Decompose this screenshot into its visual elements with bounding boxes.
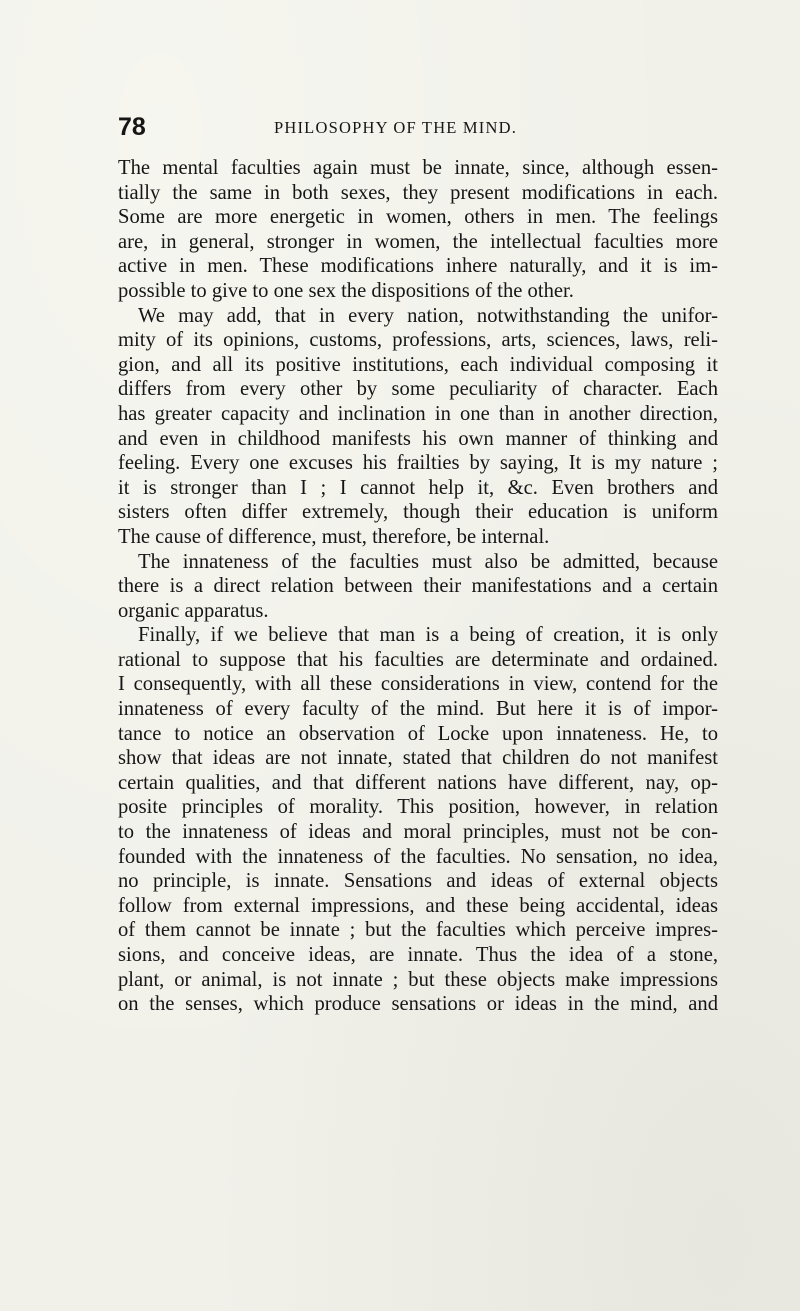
text-line: I consequently, with all these considerations in view, contend for the xyxy=(118,673,718,696)
text-line: organic apparatus. xyxy=(118,599,269,622)
text-line: and even in childhood manifests his own manner of thinking and xyxy=(118,427,718,450)
text-line: on the senses, which produce sensations or ideas in the mind, and xyxy=(118,993,718,1016)
text-line: no principle, is innate. Sensations and ideas of external objects xyxy=(118,870,718,893)
text-line: The innateness of the faculties must also be admitted, because xyxy=(138,550,718,573)
text-line: We may add, that in every nation, notwithstanding the unifor- xyxy=(138,304,718,327)
text-line: differs from every other by some peculiarity of character. Each xyxy=(118,378,718,401)
text-line: The cause of difference, must, therefore, be internal. xyxy=(118,525,550,548)
text-line: tance to notice an observation of Locke upon innateness. He, to xyxy=(118,722,718,745)
text-line: show that ideas are not innate, stated that children do not manifest xyxy=(118,747,718,770)
text-line: The mental faculties again must be innate, since, although essen- xyxy=(118,157,718,179)
text-line: sions, and conceive ideas, are innate. Thus the idea of a stone, xyxy=(118,944,718,966)
text-line: follow from external impressions, and these being accidental, ideas xyxy=(118,894,718,917)
text-line: rational to suppose that his faculties are determinate and ordained. xyxy=(118,648,718,671)
text-line: feeling. Every one excuses his frailties by saying, It is my nature ; xyxy=(118,452,718,475)
text-line: Some are more energetic in women, others in men. The feelings xyxy=(118,206,718,229)
text-line: gion, and all its positive institutions, each individual composing it xyxy=(118,353,718,376)
text-line: of them cannot be innate ; but the faculties which perceive impres- xyxy=(118,919,718,942)
text-line: posite principles of morality. This position, however, in relation xyxy=(118,796,718,819)
running-head: PHILOSOPHY OF THE MIND. xyxy=(274,118,518,137)
text-line: Finally, if we believe that man is a being of creation, it is only xyxy=(138,624,718,647)
text-line: active in men. These modifications inhere naturally, and it is im- xyxy=(118,255,718,278)
text-line: founded with the innateness of the faculties. No sensation, no idea, xyxy=(118,845,718,868)
text-line: are, in general, stronger in women, the intellectual faculties more xyxy=(118,230,718,253)
page-header xyxy=(118,112,692,142)
text-line: to the innateness of ideas and moral principles, must not be con- xyxy=(118,821,718,844)
text-line: has greater capacity and inclination in one than in another direction, xyxy=(118,402,718,425)
text-line: innateness of every faculty of the mind. But here it is of impor- xyxy=(118,698,718,721)
text-line: sisters often differ extremely, though their education is uniform xyxy=(118,501,718,524)
page-number: 78 xyxy=(118,113,146,141)
text-line: it is stronger than I ; I cannot help it, &c. Even brothers and xyxy=(118,476,718,499)
text-line: there is a direct relation between their manifestations and a certain xyxy=(118,575,718,598)
body-text xyxy=(118,156,718,1017)
text-line: plant, or animal, is not innate ; but these objects make impressions xyxy=(118,968,718,991)
text-line: mity of its opinions, customs, professions, arts, sciences, laws, reli- xyxy=(118,329,718,352)
text-line: possible to give to one sex the dispositions of the other. xyxy=(118,279,574,302)
text-line: tially the same in both sexes, they present modifications in each. xyxy=(118,181,718,204)
text-line: certain qualities, and that different nations have different, nay, op- xyxy=(118,771,718,794)
